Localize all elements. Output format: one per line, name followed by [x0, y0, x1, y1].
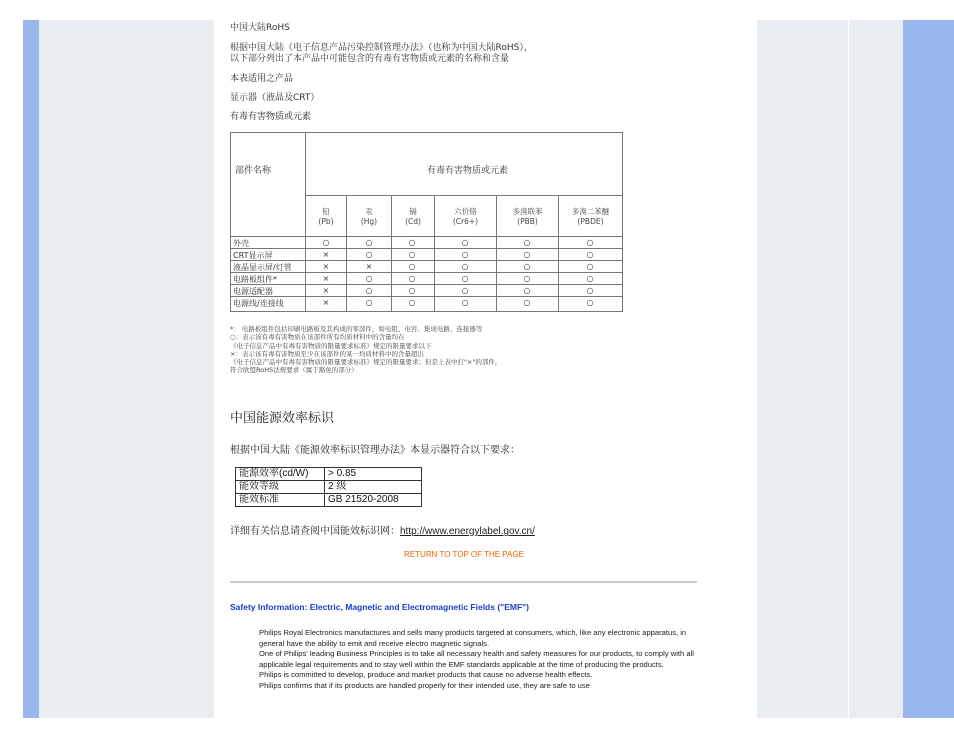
table-hline [231, 248, 622, 249]
substance-mark: ○ [586, 286, 594, 295]
note-line: 《电子信息产品中有毒有害物质的限量要求标准》规定的限量要求以下 [230, 341, 432, 350]
table-hline [231, 236, 622, 237]
right-sidebar [757, 20, 903, 718]
rohs-intro-line-2: 以下部分列出了本产品中可能包含的有毒有害物质或元素的名称和含量 [230, 54, 510, 64]
substance-mark: ○ [586, 274, 594, 283]
note-line: *： 电路板组件包括印刷电路板及其构成的零部件，如电阻、电容、集成电路、连接器等 [230, 325, 483, 333]
emf-section-title: Safety Information: Electric, Magnetic and Electromagnetic Fields ("EMF") [230, 602, 530, 612]
substance-mark: ○ [523, 238, 531, 247]
substance-mark: ○ [586, 298, 594, 307]
substance-mark: ○ [408, 238, 416, 247]
table-row [236, 468, 422, 481]
energy-value: > 0.85 [325, 468, 422, 481]
energy-value: 2 级 [325, 481, 422, 494]
substances-heading: 有毒有害物质或元素 [230, 112, 312, 122]
emf-body [259, 628, 704, 691]
energy-label-link[interactable]: http://www.energylabel.gov.cn/ [400, 526, 535, 537]
substance-mark: ○ [523, 262, 531, 271]
table-row [236, 481, 422, 494]
rohs-notes [230, 325, 630, 375]
part-name: 电路板组件* [233, 275, 277, 284]
substance-mark: ○ [461, 238, 469, 247]
energy-requirement: 根据中国大陆《能源效率标识管理办法》本显示器符合以下要求： [230, 445, 520, 456]
substance-mark: ○ [322, 238, 330, 247]
substance-mark: × [322, 274, 330, 283]
part-name: 外壳 [233, 239, 249, 248]
left-sidebar [39, 20, 214, 718]
substance-mark: ○ [408, 262, 416, 271]
substance-lead: 铅 (Pb) [318, 207, 334, 226]
section-divider [230, 581, 697, 583]
main-content [214, 20, 757, 718]
table-hline [231, 284, 622, 285]
applies-heading: 本表适用之产品 [230, 74, 294, 84]
substance-mark: ○ [365, 298, 373, 307]
header-substances: 有毒有害物质或元素 [427, 166, 509, 176]
substance-mark: ○ [523, 274, 531, 283]
sidebar-divider [848, 20, 849, 718]
substance-mark: × [365, 262, 373, 271]
emf-paragraph: Philips is committed to develop, produce and market products that cause no adverse health effects. [259, 670, 593, 679]
substance-mark: ○ [365, 286, 373, 295]
substance-mark: × [322, 250, 330, 259]
substance-mark: ○ [365, 274, 373, 283]
product-type: 显示器（液晶及CRT） [230, 93, 320, 103]
emf-paragraph: One of Philips' leading Business Principles is to take all necessary health and safety measures for our products, to comply with all applicable legal requirements and to stay well within the EMF standards applicable at the time of producing the products. [259, 649, 694, 669]
substance-mark: ○ [365, 250, 373, 259]
table-hline [231, 260, 622, 261]
substance-mark: ○ [461, 262, 469, 271]
rohs-substance-table [230, 132, 623, 312]
substance-mark: ○ [523, 250, 531, 259]
part-name: 液晶显示屏/灯管 [233, 263, 292, 272]
return-to-top-link[interactable]: RETURN TO TOP OF THE PAGE [404, 550, 524, 559]
note-line: 《电子信息产品中有毒有害物质的限量要求标准》规定的限量要求；但是上表中打"×"的部件， [230, 358, 502, 367]
substance-mark: ○ [408, 286, 416, 295]
emf-paragraph: Philips Royal Electronics manufactures and sells many products targeted at consumers, which, like any electronic apparatus, in general have the ability to emit and receive electro magnetic signals. [259, 628, 687, 648]
header-part-name: 部件名称 [235, 166, 272, 176]
substance-mark: ○ [586, 262, 594, 271]
substance-mark: ○ [461, 250, 469, 259]
energy-info-prefix: 详细有关信息请查阅中国能效标识网： [230, 526, 400, 537]
part-name: 电源线/连接线 [233, 299, 284, 308]
right-frame-bar [903, 20, 954, 718]
substance-mark: ○ [523, 298, 531, 307]
substance-mark: ○ [461, 298, 469, 307]
rohs-title: 中国大陆RoHS [230, 23, 290, 33]
table-hline [305, 195, 622, 196]
substance-mark: ○ [408, 298, 416, 307]
note-line: ○：表示该有毒有害物质在该部件所有均质材料中的含量均在 [230, 333, 405, 342]
substance-mark: × [322, 298, 330, 307]
emf-paragraph: Philips confirms that if its products are handled properly for their intended use, they are safe to use [259, 680, 590, 690]
energy-value: GB 21520-2008 [325, 494, 422, 507]
substance-pbb: 多溴联苯 (PBB) [512, 207, 543, 226]
note-line: ×：表示该有毒有害物质至少在该部件的某一均质材料中的含量超出 [230, 349, 424, 358]
energy-key: 能效等级 [236, 481, 325, 494]
energy-key: 能效标准 [236, 494, 325, 507]
substance-mark: ○ [586, 250, 594, 259]
substance-mercury: 汞 (Hg) [360, 207, 378, 226]
note-line: 符合欧盟RoHS法规要求（属于豁免的部分） [230, 366, 358, 375]
energy-label-title: 中国能源效率标识 [230, 411, 335, 426]
substance-mark: ○ [461, 274, 469, 283]
rohs-intro-line-1: 根据中国大陆《电子信息产品污染控制管理办法》（也称为中国大陆RoHS）， [230, 43, 533, 53]
substance-mark: ○ [408, 274, 416, 283]
substance-cadmium: 镉 (Cd) [405, 207, 421, 226]
substance-mark: × [322, 262, 330, 271]
substance-mark: ○ [408, 250, 416, 259]
substance-mark: ○ [523, 286, 531, 295]
part-name: CRT显示屏 [233, 251, 273, 260]
substance-mark: ○ [365, 238, 373, 247]
substance-mark: ○ [586, 238, 594, 247]
substance-chromium: 六价铬 (Cr6+) [452, 207, 479, 226]
part-name: 电源适配器 [233, 287, 273, 296]
substance-mark: × [322, 286, 330, 295]
left-frame-bar [23, 20, 39, 718]
table-hline [231, 296, 622, 297]
energy-info-line [230, 522, 535, 537]
table-row [236, 494, 422, 507]
substance-mark: ○ [461, 286, 469, 295]
energy-key: 能源效率(cd/W) [236, 468, 325, 481]
energy-efficiency-table [235, 467, 422, 507]
substance-pbde: 多溴二苯醚 (PBDE) [571, 207, 610, 226]
